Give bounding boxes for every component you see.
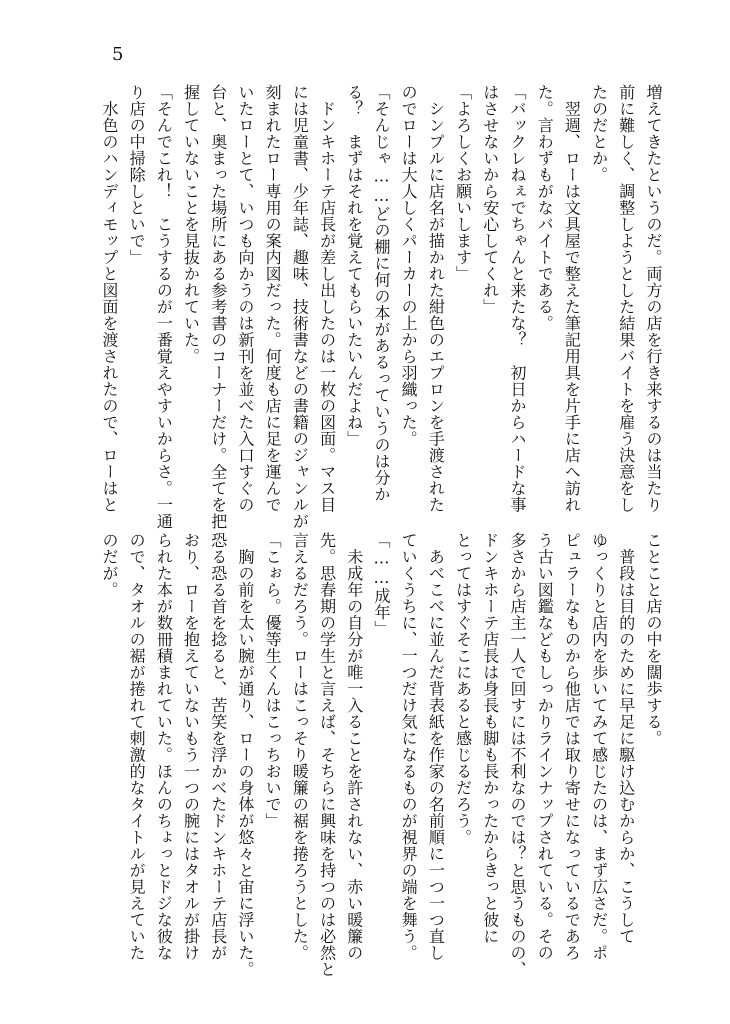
- text-column: おり、ローを抱えていないもう一つの腕にはタオルが掛け: [181, 532, 201, 961]
- text-column: 先。思春期の学生と言えば、そちらに興味を持つのは必然と: [317, 532, 337, 978]
- text-column: る？ まずはそれを覚えてもらいたいんだよね」: [344, 84, 364, 447]
- text-column: のでローは大人しくパーカーの上から羽織った。: [399, 84, 419, 447]
- text-column: とってはすぐそこにあると感じるだろう。: [453, 532, 473, 846]
- text-column: 「よろしくお願いします」: [453, 84, 473, 282]
- text-column: ドンキホーテ店長は身長も脚も長かったからきっと彼に: [480, 532, 500, 945]
- text-column: 言えるだろう。ローはこっそり暖簾の裾を捲ろうとした。: [290, 532, 310, 961]
- text-column: あべこべに並んだ背表紙を作家の名前順に一つ一つ直し: [426, 532, 446, 961]
- text-column: 水色のハンディモップと図面を渡されたので、ローはと: [99, 84, 119, 513]
- text-column: 胸の前を太い腕が通り、ローの身体が悠々と宙に浮いた。: [235, 532, 255, 978]
- bottom-text-block: [99, 532, 667, 978]
- text-column: 「そんじゃ……どの棚に何の本があるっていうのは分か: [371, 84, 391, 503]
- text-column: 前に難しく、調整しようとした結果バイトを雇う決意をし: [616, 84, 636, 513]
- page-number: 5: [112, 44, 124, 65]
- text-column: 増えてきたというのだ。両方の店を行き来するのは当たり: [644, 84, 663, 513]
- text-column: シンプルに店名が描かれた紺色のエプロンを手渡された: [426, 84, 446, 513]
- top-text-block: [99, 84, 667, 530]
- text-column: 普段は目的のために早足に駆け込むからか、こうして: [616, 532, 636, 945]
- text-column: のだが。: [99, 532, 119, 598]
- text-column: 恐る恐る首を捻ると、苦笑を浮かべたドンキホーテ店長が: [208, 532, 228, 961]
- text-column: ゆっくりと店内を歩いてみて感じたのは、まず広さだ。ポ: [589, 532, 609, 961]
- text-column: ドンキホーテ店長が差し出したのは一枚の図面。マス目: [317, 84, 337, 513]
- text-column: 「こぉら。優等生くんはこっちおいで」: [263, 532, 283, 829]
- text-column: り店の中掃除しといで」: [127, 84, 147, 266]
- text-column: ピュラーなものから他店では取り寄せになっているであろ: [562, 532, 582, 961]
- text-column: ので、タオルの裾が捲れて刺激的なタイトルが見えていた: [127, 532, 147, 961]
- text-column: られた本が数冊積まれていた。ほんのちょっとドジな彼な: [154, 532, 174, 961]
- text-column: 台と、奥まった場所にある参考書のコーナーだけ。全てを把: [208, 84, 228, 530]
- text-column: はさせないから安心してくれ」: [480, 84, 500, 315]
- text-column: 多さから店主一人で回すには不利なのでは？と思うものの、: [507, 532, 527, 978]
- text-column: 「……成年」: [371, 532, 391, 637]
- text-column: には児童書、少年誌、趣味、技術書などの書籍のジャンルが: [290, 84, 310, 530]
- text-column: いたローとて、いつも向かうのは新刊を並べた入口すぐの: [235, 84, 255, 513]
- text-column: たのだとか。: [589, 84, 609, 183]
- text-column: ことこと店の中を闊歩する。: [644, 532, 663, 747]
- text-column: 刻まれたロー専用の案内図だった。何度も店に足を運んで: [263, 84, 283, 513]
- text-column: う古い図鑑などもしっかりラインナップされている。その: [535, 532, 555, 961]
- text-column: ていくうちに、一つだけ気になるものが視界の端を舞う。: [399, 532, 419, 961]
- text-column: 翌週、ローは文具屋で整えた筆記用具を片手に店へ訪れ: [562, 84, 582, 513]
- text-column: 未成年の自分が唯一入ることを許されない、赤い暖簾の: [344, 532, 364, 961]
- text-column: 「バックレねぇでちゃんと来たな？ 初日からハードな事: [507, 84, 527, 513]
- text-column: 「そんでこれ！ こうするのが一番覚えやすいからさ。一通: [154, 84, 174, 530]
- text-column: 握していないことを見抜かれていた。: [181, 84, 201, 365]
- text-column: た。言わずもがなバイトである。: [535, 84, 555, 332]
